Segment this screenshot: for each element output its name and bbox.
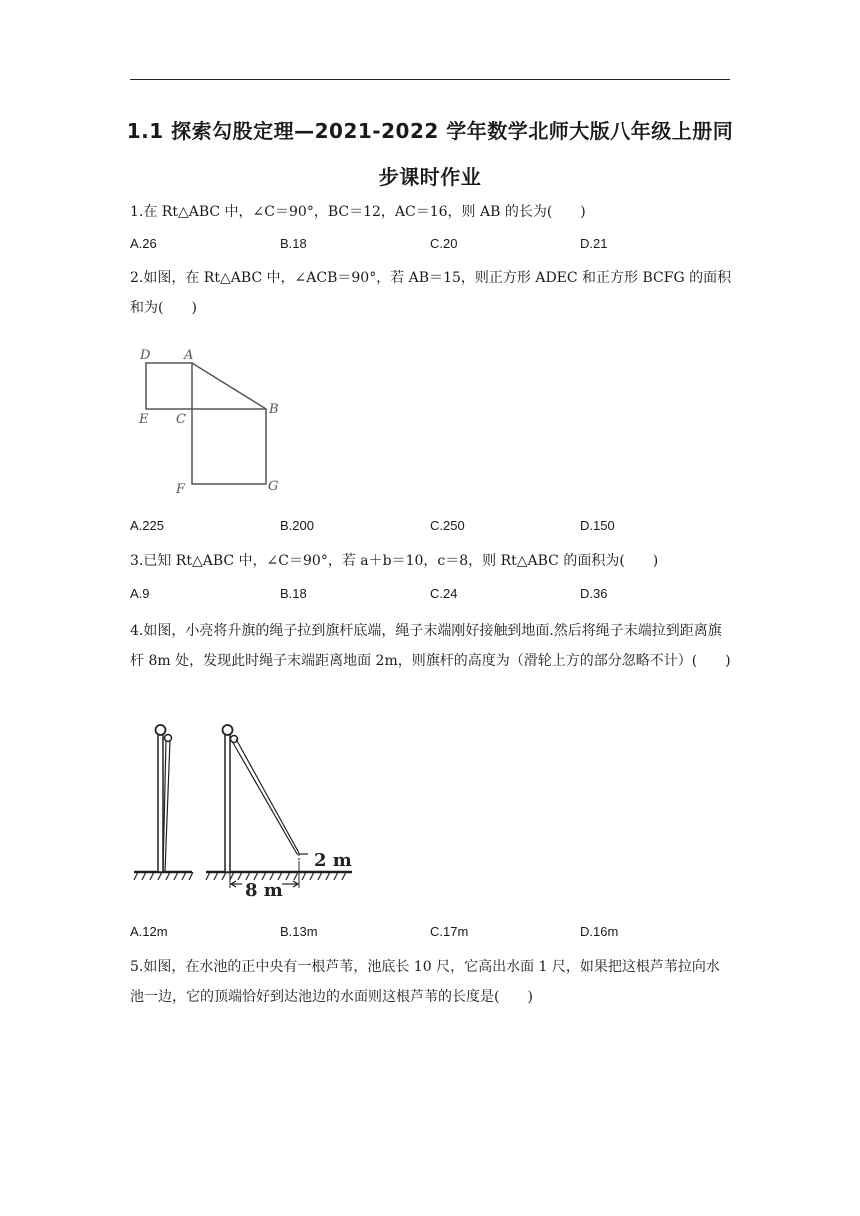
question-4-options	[130, 924, 732, 946]
option-c: C.24	[430, 586, 458, 601]
height-2m-label: 2 m	[314, 850, 352, 871]
label-d: D	[140, 348, 151, 363]
label-g: G	[268, 479, 279, 494]
option-a: A.225	[130, 518, 164, 533]
option-c: C.17m	[430, 924, 469, 939]
option-a: A.26	[130, 236, 157, 251]
label-c: C	[176, 412, 186, 427]
question-3-stem: 3.已知 Rt△ABC 中，∠C＝90°，若 a＋b＝10，c＝8，则 Rt△ABC 的面积为( )	[130, 553, 659, 569]
option-b: B.200	[280, 518, 314, 533]
option-a: A.9	[130, 586, 150, 601]
option-d: D.36	[580, 586, 608, 601]
question-4-stem: 4.如图，小亮将升旗的绳子拉到旗杆底端，绳子末端刚好接触到地面.然后将绳子末端拉到距离旗杆 8m 处，发现此时绳子末端距离地面 2m，则旗杆的高度为（滑轮上方的部分忽略不计）( )	[130, 623, 731, 669]
question-3-options	[130, 586, 732, 608]
label-b: B	[269, 402, 279, 417]
question-1-options	[130, 236, 732, 258]
page-title: 1.1 探索勾股定理—2021-2022 学年数学北师大版八年级上册同步课时作业	[126, 119, 734, 189]
question-1-stem: 1.在 Rt△ABC 中，∠C＝90°，BC＝12，AC＝16，则 AB 的长为( )	[130, 204, 586, 220]
option-d: D.21	[580, 236, 608, 251]
option-a: A.12m	[130, 924, 168, 939]
label-a: A	[184, 348, 194, 363]
option-c: C.250	[430, 518, 465, 533]
label-f: F	[176, 482, 186, 497]
distance-8m-label: 8 m	[245, 880, 283, 901]
square-bcfg	[192, 409, 266, 484]
option-b: B.18	[280, 236, 307, 251]
question-2-options	[130, 518, 732, 540]
header-rule	[130, 79, 730, 80]
flagpole-hanging-rope	[134, 725, 193, 880]
question-2-stem: 2.如图，在 Rt△ABC 中，∠ACB＝90°，若 AB＝15，则正方形 ADEC 和正方形 BCFG 的面积和为( )	[130, 270, 732, 316]
label-e: E	[139, 412, 149, 427]
hypotenuse-ab	[192, 363, 266, 409]
option-b: B.13m	[280, 924, 318, 939]
square-adec	[146, 363, 192, 409]
option-b: B.18	[280, 586, 307, 601]
question-5-stem: 5.如图，在水池的正中央有一根芦苇，池底长 10 尺，它高出水面 1 尺，如果把这根芦苇拉向水池一边，它的顶端恰好到达池边的水面则这根芦苇的长度是( )	[130, 959, 720, 1005]
option-c: C.20	[430, 236, 458, 251]
flagpole-figure	[130, 718, 360, 903]
option-d: D.16m	[580, 924, 619, 939]
squares-triangle-figure	[134, 340, 294, 500]
option-d: D.150	[580, 518, 615, 533]
